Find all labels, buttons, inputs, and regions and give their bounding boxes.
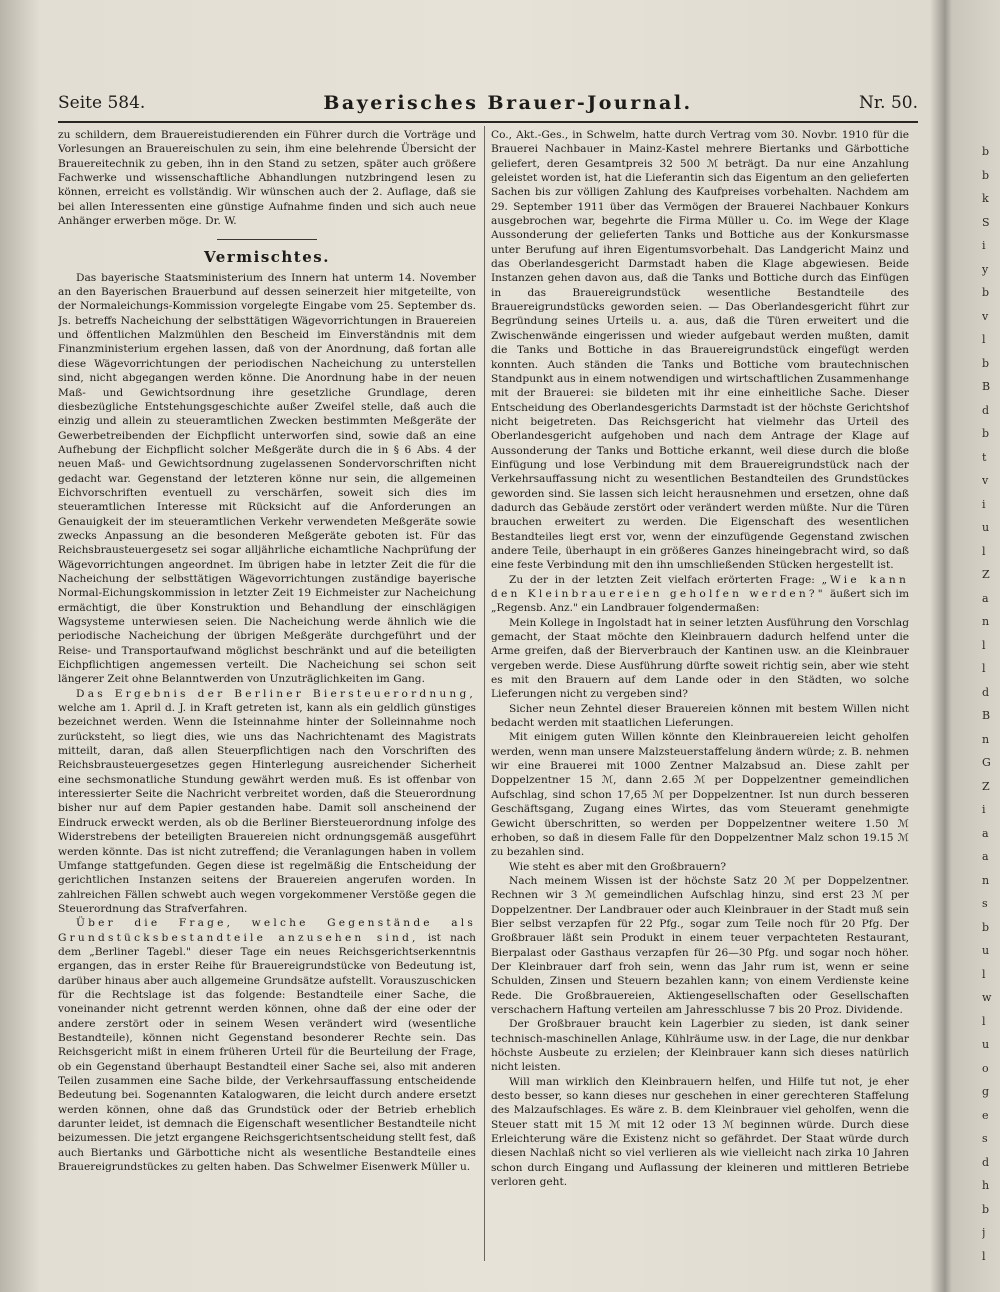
paragraph: Wie steht es aber mit den Großbrauern? bbox=[509, 860, 727, 873]
article-grundstueck-continued: Co., Akt.-Ges., in Schwelm, hatte durch Vertrag vom 30. Novbr. 1910 für die Brauerei Nachbauer in Mainz-Kastel mehrere Biertanks und Gärbottiche geliefert, deren Gesamtpreis 32 500 ℳ beträgt. Da nur eine Anzahlung geleistet worden ist, hat die Lieferantin sich das Eigentum an den gelieferten Sachen bis zur völligen Zahlung des Kaufpreises vorbehalten. Nachdem am 29. September 1911 über das Vermögen der Brauerei Nachbauer Konkurs ausgebrochen war, begehrte die Firma Müller u. Co. im Wege der Klage Aussonderung der gelieferten Tanks und Bottiche aus der Konkursmasse unter Berufung auf ihren Eigentumsvorbehalt. Das Landgericht Mainz und das Oberlandesgericht Darmstadt haben die Klage abgewiesen. Beide Instanzen gehen davon aus, daß die Tanks und Bottiche durch das Einfügen in das Brauereigrundstück wesentliche Bestandteile des Brauereigrundstücks geworden seien. — Das Oberlandesgericht führt zur Begründung seines Urteils u. a. aus, daß die Türen erweitert und die Zwischenwände eingerissen und wieder aufgebaut werden mußten, damit die Tanks und Bottiche in das Brauereigrundstück eingefügt werden konnten. Auch ständen die Tanks und Bottiche vom brautechnischen Standpunkt aus in einem notwendigen und wirtschaftlichen Zusammenhange mit der Brauerei: sie bildeten mit ihr eine einheitliche Sache. Dieser Entscheidung des Oberlandesgerichts Darmstadt ist der höchste Gerichtshof nicht beigetreten. Das Reichsgericht hat vielmehr das Urteil des Oberlandesgericht aufgehoben und nach dem Antrage der Klage auf Aussonderung der Tanks und Bottiche erkannt, weil diese durch die bloße Einfügung und lose Verbindung mit dem Brauereigrundstück nach der Verkehrsauffassung nicht zu wesentlichen Bestandteilen des Grundstückes geworden sind. Sie lassen sich leicht herausnehmen und ersetzen, ohne daß dadurch das Gebäude zerstört oder verändert werden müßte. Nur die Türen brauchen erweitert zu werden. Die Eigenschaft des wesentlichen Bestandteiles liegt erst vor, wenn der einzufügende Gegenstand zwischen andere Teile, überhaupt in ein größeres Ganzes hineingebracht wird, so daß eine feste Verbindung mit den ihn umschließenden Stücken hergestellt ist. bbox=[491, 129, 909, 572]
edge-letter: h bbox=[982, 1179, 990, 1192]
paragraph: Mit einigem guten Willen könnte den Kleinbrauereien leicht geholfen werden, wenn man unsere Malzsteuerstaffelung ändern würde; z. B. nehmen wir eine Brauerei mit 1000 Zentner Malzabsud an. Diese zahlt per Doppelzentner 15 ℳ, dann 2.65 ℳ per Doppelzentner gemeindlichen Aufschlag, sind schon 17,65 ℳ per Doppelzentner. Ist nun durch besseren Geschäftsgang, Zugang eines Wirtes, das vom Steueramt genehmigte Gewicht überschritten, so werden per Doppelzentner weitere 1.50 ℳ erhoben, so daß in diesem Falle für den Doppelzentner Malz schon 19.15 ℳ zu bezahlen sind. bbox=[491, 731, 909, 859]
edge-letter: b bbox=[982, 168, 990, 182]
edge-letter: j bbox=[982, 1226, 986, 1239]
page-number: Seite 584. bbox=[58, 93, 146, 113]
edge-letter: l bbox=[982, 967, 986, 981]
edge-letter: b bbox=[982, 427, 990, 440]
article-grundstueck: Über die Frage, welche Gegenstände als Grundstücksbestandteile anzusehen sind, ist nach dem „Berliner Tagebl." dieser Tage ein neues Reichsgerichtserkenntnis ergangen, das in erster Reihe für Brauereigrundstücke von Bedeutung ist, darüber hinaus aber auch allgemeine Grundsätze aufstellt. Vorauszuschicken für die Rechtslage ist das folgende: Bestandteile einer Sache, die voneinander nicht getrennt werden können, ohne daß der eine oder der andere zerstört oder in seinem Wesen verändert wird (wesentliche Bestandteile), können nicht Gegenstand besonderer Rechte sein. Das Reichsgericht mißt in einem früheren Urteil für die Beurteilung der Frage, ob ein Gegenstand überhaupt Bestandteil einer Sache sei, also mit anderen Teilen zusammen eine Sache bilde, der Verkehrsauffassung entscheidende Bedeutung bei. Sogenannten Katalogwaren, die leicht durch andere ersetzt werden können, ohne daß das Grundstück oder der Betrieb erheblich darunter leidet, ist demnach die Eigenschaft wesentlicher Bestandteile nicht beizumessen. Die jetzt ergangene Reichsgerichtsentscheidung stellt fest, daß auch Biertanks und Gärbottiche nicht als wesentliche Bestandteile eines Brauereigrundstückes zu gelten haben. Das Schwelmer Eisenwerk Müller u. bbox=[58, 917, 476, 1174]
edge-letter: l bbox=[982, 1014, 986, 1028]
edge-letter: l bbox=[982, 638, 986, 652]
edge-letter: s bbox=[982, 897, 988, 910]
column-divider bbox=[484, 126, 485, 1261]
edge-letter: t bbox=[982, 450, 987, 464]
article-grundstueck-heading: Über die Frage, welche Gegenstände als Grundstücksbestandteile anzusehen sind, bbox=[58, 917, 476, 944]
edge-letter: o bbox=[982, 1061, 989, 1075]
paragraph: Sicher neun Zehntel dieser Brauereien können mit bestem Willen nicht bedacht werden mit staatlichen Lieferungen. bbox=[491, 702, 909, 730]
edge-letter: n bbox=[982, 732, 990, 746]
edge-letter: i bbox=[982, 803, 986, 816]
left-column bbox=[58, 128, 476, 1263]
edge-letter: B bbox=[982, 709, 991, 722]
edge-letter: n bbox=[982, 615, 990, 628]
edge-letter: a bbox=[982, 591, 989, 605]
edge-letter: a bbox=[982, 826, 989, 840]
edge-letter: u bbox=[982, 1038, 990, 1051]
edge-letter: Z bbox=[982, 568, 990, 581]
edge-letter: n bbox=[982, 873, 990, 887]
next-page-edge-text bbox=[982, 140, 1000, 1260]
edge-letter: v bbox=[982, 309, 989, 323]
review-signature: Dr. W. bbox=[205, 215, 237, 228]
header-rule bbox=[58, 121, 918, 123]
edge-letter: w bbox=[982, 991, 992, 1004]
edge-letter: b bbox=[982, 145, 990, 158]
paragraph: Nach meinem Wissen ist der höchste Satz 20 ℳ per Doppelzentner. Rechnen wir 3 ℳ gemeindlichen Aufschlag hinzu, sind erst 23 ℳ per Doppelzentner. Der Landbrauer oder auch Kleinbrauer in der Stadt muß sein Bier selbst verzapfen für 22 Pfg., sogar zum Teile noch für 20 Pfg. Der Großbrauer läßt sein Produkt in einem teuer verpachteten Restaurant, Bierpalast oder Gasthaus verzapfen für 26—30 Pfg. und sogar noch höher. Der Kleinbrauer darf froh sein, wenn das Jahr rum ist, wenn er seine Schulden, Zinsen und Steuern bezahlen kann; von einem Verdienste keine Rede. Die Großbrauereien, Aktiengesellschaften oder Gesellschaften verschachern Haftung verteilen am Jahresschlusse 7 bis 20 Proz. Dividende. bbox=[491, 874, 909, 1016]
edge-letter: v bbox=[982, 474, 989, 487]
edge-letter: b bbox=[982, 920, 990, 934]
edge-letter: g bbox=[982, 1085, 990, 1098]
edge-letter: b bbox=[982, 286, 990, 299]
article-kleinbrauereien-heading: „Wie kann den Kleinbrauereien geholfen werden?" bbox=[491, 573, 909, 600]
edge-letter: Z bbox=[982, 779, 990, 793]
edge-letter: y bbox=[982, 262, 989, 276]
edge-letter: S bbox=[982, 215, 990, 229]
paragraph: Der Großbrauer braucht kein Lagerbier zu sieden, ist dank seiner technisch-maschinellen Anlage, Kühlräume usw. in der Lage, die nur denkbar höchste Ausbeute zu erzielen; der Kleinbrauer kann sich dieses natürlich nicht leisten. bbox=[491, 1018, 909, 1074]
edge-letter: u bbox=[982, 944, 990, 957]
article-kleinbrauereien: Zu der in der letzten Zeit vielfach erörterten Frage: „Wie kann den Kleinbrauereien geholfen werden?" äußert sich im „Regensb. Anz." ein Landbrauer folgendermaßen: bbox=[491, 573, 909, 615]
edge-letter: s bbox=[982, 1132, 988, 1145]
edge-letter: l bbox=[982, 662, 986, 675]
edge-letter: d bbox=[982, 1155, 990, 1169]
edge-letter: u bbox=[982, 521, 990, 534]
edge-letter: e bbox=[982, 1108, 989, 1122]
journal-title: Bayerisches Brauer-Journal. bbox=[323, 92, 693, 114]
edge-letter: i bbox=[982, 239, 986, 252]
edge-letter: i bbox=[982, 497, 986, 511]
edge-letter: l bbox=[982, 1249, 986, 1260]
article-eichung: Das bayerische Staatsministerium des Innern hat unterm 14. November an den Bayerischen Brauerbund auf dessen seinerzeit hier mitgeteilte, von der Normaleichungs-Kommission vorgelegte Eingabe vom 25. September ds. Js. betreffs Nacheichung der selbsttätigen Wägevorrichtungen in Brauereien und öffentlichen Malzmühlen den Bescheid im Einverständnis mit dem Finanzministerium ergehen lassen, daß von der Anordnung, daß fortan alle diese Wägevorrichtungen der periodischen Nacheichung zu unterstellen sind, nicht abgegangen werden könne. Die Anordnung habe in der neuen Maß- und Gewichtsordnung ihre gesetzliche Grundlage, deren diesbezügliche Entstehungsgeschichte außer Zweifel stelle, daß auch die einzig und allein zu steueramtlichen Zwecken bestimmten Meßgeräte der Gewerbetreibenden der Eichpflicht unterworfen sind, sowie daß an eine Aufhebung der Eichpflicht solcher Meßgeräte durch die in § 6 Abs. 4 der neuen Maß- und Gewichtsordnung zugelassenen Sondervorschriften nicht gedacht war. Gegenstand der letzteren könne nur sein, die allgemeinen Eichvorschriften eventuell zu verschärfen, soweit sich dies im steueramtlichen Interesse mit Rücksicht auf die Anforderungen an Genauigkeit der im steueramtlichen Verkehr verwendeten Meßgeräte sowie zwecks Anpassung an die besonderen Meßgeräte geboten ist. Für das Reichsbrausteuergesetz sei sogar alljährliche eichamtliche Nachprüfung der Wägevorrichtungen angeordnet. Im übrigen habe in letzter Zeit die für die Nacheichung der selbsttätigen Wägevorrichtungen zuständige bayerische Normal-Eichungskommission in letzter Zeit 19 Eichmeister zur Nacheichung ermächtigt, die über Konstruktion und Behandlung der einschlägigen Wagsysteme unterwiesen seien. Die Nacheichung werde ähnlich wie die periodische Nacheichung der übrigen Meßgeräte durchgeführt und der Reise- und Transportaufwand möglichst beschränkt und auf die beteiligten Eichpflichtigen angemessen verteilt. Die Nacheichung sei schon seit längerer Zeit ohne Belanntwerden von Unzuträglichkeiten im Gang. bbox=[58, 271, 476, 686]
newspaper-page bbox=[58, 88, 918, 1263]
edge-letter: b bbox=[982, 1202, 990, 1216]
edge-letter: l bbox=[982, 544, 986, 558]
paragraph: Will man wirklich den Kleinbrauern helfen, und Hilfe tut not, je eher desto besser, so kann dieses nur geschehen in einer gerechteren Staffelung des Malzaufschlages. Es wäre z. B. dem Kleinbrauer viel geholfen, wenn die Steuer statt mit 15 ℳ mit 12 oder 13 ℳ beginnen würde. Durch diese Erleichterung wäre die Existenz nicht so gefährdet. Der Staat würde durch diesen Nachlaß nicht so viel verlieren als wie vielleicht nach zirka 10 Jahren schon durch Eingang und Auflassung der kleineren und mittleren Betriebe verloren geht. bbox=[491, 1075, 909, 1189]
edge-letter: d bbox=[982, 685, 990, 699]
edge-letter: k bbox=[982, 192, 989, 205]
edge-letter: B bbox=[982, 380, 991, 393]
edge-letter: d bbox=[982, 403, 990, 417]
article-biersteuer-heading: Das Ergebnis der Berliner Biersteuerordnung, bbox=[76, 687, 476, 700]
article-biersteuer: Das Ergebnis der Berliner Biersteuerordnung, welche am 1. April d. J. in Kraft getreten ist, kann als ein geldlich günstiges bezeichnet werden. Wenn die Isteinnahme hinter der Solleinnahme noch zurücksteht, so liegt dies, wie uns das Nachrichtenamt des Magistrats mitteilt, daran, daß allen Steuerpflichtigen nach den Vorschriften des Reichsbrausteuergesetzes gegen Hinterlegung ausreichender Sicherheit eine sechsmonatliche Stundung gewährt werden muß. Es ist offenbar von interessierter Seite die Nachricht verbreitet worden, daß die Steuerordnung bisher nur auf dem Papier gestanden habe. Damit soll anscheinend der Eindruck erweckt werden, als ob die Berliner Biersteuerordnung infolge des Widerstrebens der beteiligten Brauereien nicht ordnungsgemäß ausgeführt werden könnte. Das ist nicht zutreffend; die Veranlagungen haben in vollem Umfange stattgefunden. Gegen diese ist regelmäßig die Entscheidung der gerichtlichen Instanzen seitens der Brauereien angerufen worden. In zahlreichen Fällen schwebt auch wegen vorgekommener Verstöße gegen die Steuerordnung das Strafverfahren. bbox=[58, 687, 476, 915]
edge-letter: G bbox=[982, 756, 991, 769]
paragraph: Mein Kollege in Ingolstadt hat in seiner letzten Ausführung den Vorschlag gemacht, der Staat möchte den Kleinbrauern dadurch helfend unter die Arme greifen, daß der Bierverbrauch der Kantinen usw. an die Kleinbrauer vergeben werde. Diese Ausführung dürfte soweit richtig sein, aber wie steht es mit den Brauern auf dem Lande oder in den Städten, wo solche Lieferungen nicht zu vergeben sind? bbox=[491, 616, 909, 701]
right-column bbox=[491, 128, 909, 1263]
section-title: Vermischtes. bbox=[204, 248, 330, 267]
edge-letter: a bbox=[982, 850, 989, 863]
page-header bbox=[58, 88, 918, 118]
edge-letter: b bbox=[982, 356, 990, 370]
section-rule bbox=[217, 239, 317, 240]
edge-letter: l bbox=[982, 333, 986, 346]
book-review-end: zu schildern, dem Brauereistudierenden ein Führer durch die Vorträge und Vorlesungen an Brauereischulen zu sein, ihm eine belehrende Übersicht der Brauereitechnik zu geben, ihn in den Stand zu setzen, später auch größere Fachwerke und wissenschaftliche Abhandlungen nutzbringend lesen zu können, erreicht es vollständig. Wir wünschen auch der 2. Auflage, daß sie bei allen Interessenten eine günstige Aufnahme finden und sich auch neue Anhänger erwerben möge. Dr. W. bbox=[58, 129, 476, 228]
issue-number: Nr. 50. bbox=[859, 93, 918, 113]
